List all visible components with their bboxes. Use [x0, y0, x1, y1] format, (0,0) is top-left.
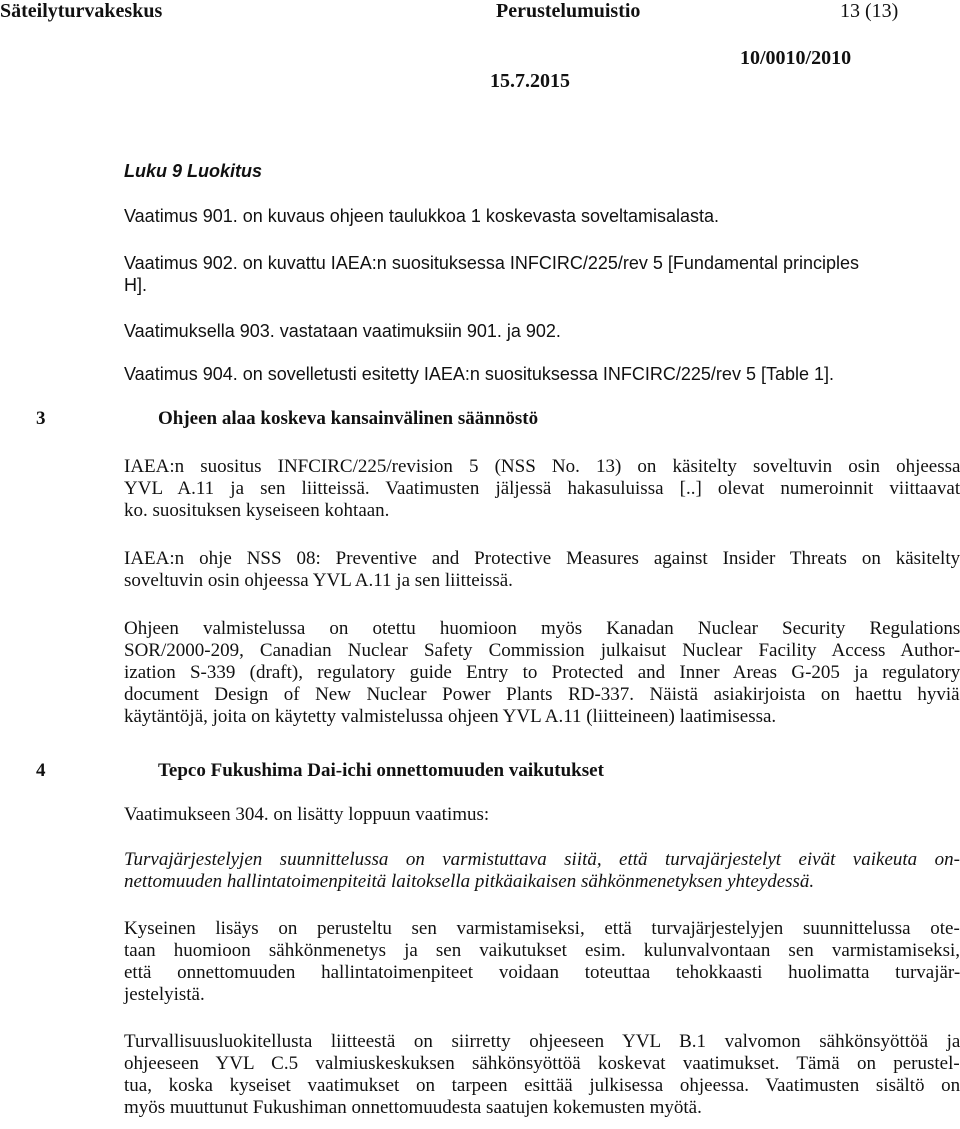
requirement-902-line-2: H]. [124, 275, 148, 295]
quote-line: nettomuuden hallintatoimenpiteitä laitoksella pitkäaikaisen sähkönmenetyksen yhteydessä. [124, 871, 815, 892]
paragraph-line: tua, koska kyseiset vaatimukset on tarpeen esittää julkisessa ohjeessa. Vaatimusten sisältö on [124, 1075, 960, 1096]
paragraph-line: document Design of New Nuclear Power Plants RD-337. Näistä asiakirjoista on haettu hyviä [124, 684, 960, 705]
header-page-count: 13 (13) [840, 0, 899, 22]
paragraph-line: ohjeeseen YVL C.5 valmiuskeskuksen sähkönsyöttöä koskevat vaatimukset. Tämä on perustel- [124, 1053, 960, 1074]
requirement-902-line-1: Vaatimus 902. on kuvattu IAEA:n suosituksessa INFCIRC/225/rev 5 [Fundamental principles [124, 253, 860, 273]
header-date: 15.7.2015 [490, 70, 570, 92]
section-4-quote [124, 849, 960, 893]
section-3-paragraph-1 [124, 456, 960, 522]
paragraph-line: myös muuttunut Fukushiman onnettomuudesta saatujen kokemusten myötä. [124, 1097, 702, 1118]
header-doc-number: 10/0010/2010 [740, 47, 852, 69]
section-4-paragraph-2 [124, 1031, 960, 1119]
section-4-title: Tepco Fukushima Dai-ichi onnettomuuden vaikutukset [158, 760, 604, 781]
paragraph-line: YVL A.11 ja sen liitteissä. Vaatimusten jäljessä hakasuluissa [..] olevat numeroinnit viittaavat [124, 478, 960, 499]
chapter-9-title: Luku 9 Luokitus [124, 161, 263, 181]
paragraph-line: ko. suosituksen kyseiseen kohtaan. [124, 500, 390, 521]
paragraph-line: taan huomioon sähkönmenetys ja sen vaikutukset esim. kulunvalvontaan sen varmistamiseksi, [124, 940, 960, 961]
header-organization: Säteilyturvakeskus [0, 0, 163, 22]
header-doc-type: Perustelumuistio [496, 0, 641, 22]
section-4-intro: Vaatimukseen 304. on lisätty loppuun vaatimus: [124, 804, 490, 825]
section-3-title: Ohjeen alaa koskeva kansainvälinen säännöstö [158, 408, 539, 429]
paragraph-line: ization S-339 (draft), regulatory guide Entry to Protected and Inner Areas G-205 ja regulatory [124, 662, 960, 683]
paragraph-line: jestelyistä. [124, 984, 205, 1005]
section-3-number: 3 [36, 408, 46, 429]
quote-line: Turvajärjestelyjen suunnittelussa on varmistuttava siitä, että turvajärjestelyt eivät vaikeuta on- [124, 849, 960, 870]
section-3-paragraph-3 [124, 618, 960, 728]
paragraph-line: IAEA:n ohje NSS 08: Preventive and Protective Measures against Insider Threats on käsitelty [124, 548, 960, 569]
paragraph-line: Turvallisuusluokitellusta liitteestä on siirretty ohjeeseen YVL B.1 valvomon sähkönsyöttöä ja [124, 1031, 960, 1052]
paragraph-line: että onnettomuuden hallintatoimenpiteet voidaan toteuttaa tehokkaasti huolimatta turvajär- [124, 962, 960, 983]
requirement-902 [124, 252, 960, 296]
paragraph-line: SOR/2000-209, Canadian Nuclear Safety Commission julkaisut Nuclear Facility Access Author- [124, 640, 960, 661]
section-4-number: 4 [36, 760, 46, 781]
paragraph-line: IAEA:n suositus INFCIRC/225/revision 5 (NSS No. 13) on käsitelty soveltuvin osin ohjeessa [124, 456, 960, 477]
section-3-paragraph-2 [124, 548, 960, 592]
requirement-903: Vaatimuksella 903. vastataan vaatimuksiin 901. ja 902. [124, 321, 561, 341]
requirement-904: Vaatimus 904. on sovelletusti esitetty IAEA:n suosituksessa INFCIRC/225/rev 5 [Table 1]. [124, 364, 834, 384]
paragraph-line: soveltuvin osin ohjeessa YVL A.11 ja sen liitteissä. [124, 570, 513, 591]
section-4-paragraph-1 [124, 918, 960, 1006]
requirement-901: Vaatimus 901. on kuvaus ohjeen taulukkoa 1 koskevasta soveltamisalasta. [124, 206, 720, 226]
paragraph-line: käytäntöjä, joita on käytetty valmistelussa ohjeen YVL A.11 (liitteineen) laatimisessa. [124, 706, 777, 727]
paragraph-line: Kyseinen lisäys on perusteltu sen varmistamiseksi, että turvajärjestelyjen suunnittelussa ote- [124, 918, 960, 939]
paragraph-line: Ohjeen valmistelussa on otettu huomioon myös Kanadan Nuclear Security Regulations [124, 618, 960, 639]
